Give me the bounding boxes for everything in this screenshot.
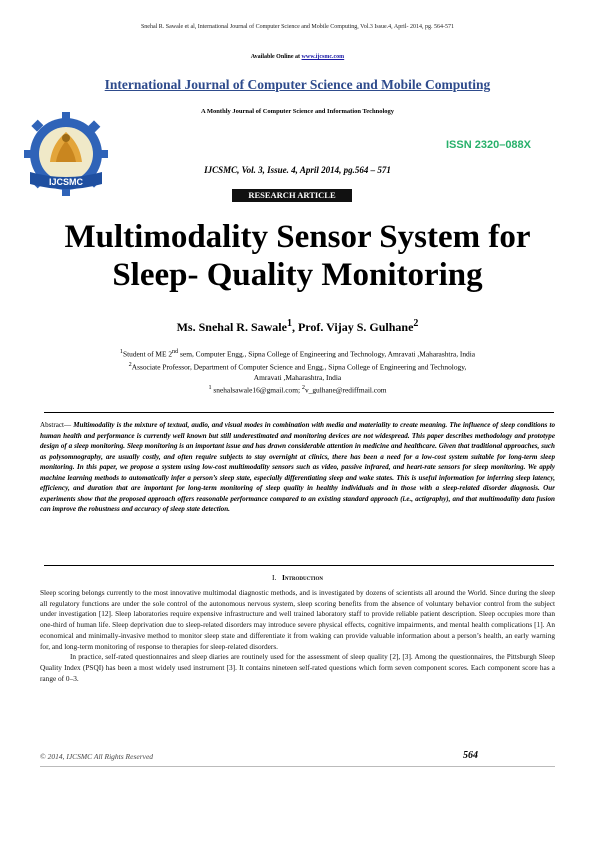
affiliation-1 <box>40 347 555 359</box>
author-separator: , <box>291 320 298 334</box>
abstract-lead: Abstract— <box>40 421 72 429</box>
paper-title <box>0 218 595 294</box>
abstract-text: Multimodality is the mixture of textual, audio, and visual modes in combination with media and materiality to create meaning. The influence of sleep conditions to human health and performance is currently well known but still underestimated and monitoring devices are not widespread. This paper describes methodology and prototype design of a sleep monitoring. Sleep monitoring is an important issue and has drawn considerable attention in medicine and healthcare. Given that traditional approaches, such as polysomnography, are usually costly, and often require subjects to stay overnight at clinics, there has been a need for a low-cost system suitable for long-term sleep monitoring. In this paper, we propose a system using low-cost multimodality sensors such as video, passive infrared, and heart-rate sensors for sleep monitoring. We apply machine learning methods to automatically infer a person’s sleep state, especially differentiating sleep and wake states. This is useful information for inferring sleep latency, efficiency, and duration that are important for long-term monitoring of sleep quality in healthy individuals and in those with a sleep-related disorder diagnosis. Our experiments show that the proposed approach offers reasonable performance compared to an existing standard approach (i.e., actigraphy), and that multimodality data fusion can improve the robustness and accuracy of sleep state detection. <box>40 421 555 513</box>
aff1-text-b: sem, Computer Engg., Sipna College of Engineering and Technology, Amravati ,Maharashtra, India <box>178 349 476 359</box>
title-line-2: Sleep- Quality Monitoring <box>112 257 483 293</box>
issn-number: ISSN 2320–088X <box>446 139 532 151</box>
paragraph-2: In practice, self-rated questionnaires and sleep diaries are routinely used for the assessment of sleep quality [2], [3]. Among the questionnaires, the Pittsburgh Sleep Quality Index (PSQI) has been a most widely used instrument [3]. It contains nineteen self-rated questions which form seven component scores. Each component score has a range of 0–3. <box>40 652 555 683</box>
author-emails <box>40 383 555 395</box>
running-head: Snehal R. Sawale et al, International Journal of Computer Science and Mobile Computing, Vol.3 Issue.4, April- 2014, pg. 564-571 <box>140 24 455 30</box>
abstract <box>40 420 555 515</box>
paragraph-1: Sleep scoring belongs currently to the most innovative multimodal diagnostic methods, and is investigated by dozens of scientists all around the World. Since during the sleep all regulatory functions are under the sole control of the autonomous nervous system, sleep scoring benefits from the absence of voluntary behavior control from the subject under investigation [12]. Sleep laboratories require expensive infrastructure and well trained laboratory staff to provide reliable patient description. Sleep occupies more than one-third of human life. Sleep deprivation due to sleep-related disorders may introduce severe physical effects, cognitive impairments, and mental health complications [1]. An economical and minimally-invasive method to monitor sleep state and differentiate it from waking can provide valuable information about a person’s health, an early warning for, and long-term monitoring of response to therapies for sleep-related disorders. <box>40 588 555 651</box>
aff1-sup: 1 <box>119 349 123 355</box>
citation-line: IJCSMC, Vol. 3, Issue. 4, April 2014, pg.564 – 571 <box>204 165 391 175</box>
author-1: Ms. Snehal R. Sawale <box>176 320 287 334</box>
research-article-badge: RESEARCH ARTICLE <box>232 189 352 202</box>
footer-copyright: © 2014, IJCSMC All Rights Reserved <box>40 752 154 761</box>
journal-subtitle: A Monthly Journal of Computer Science and Information Technology <box>200 108 395 115</box>
journal-seal-logo <box>24 110 108 200</box>
page-number: 564 <box>463 750 478 761</box>
affiliation-2 <box>40 360 555 383</box>
email-1[interactable]: snehalsawale16@gmail.com; <box>211 385 302 395</box>
section-number: I. <box>272 573 277 582</box>
author-1-sup: 1 <box>286 318 292 329</box>
available-online <box>0 54 595 60</box>
aff2-line-1: Associate Professor, Department of Computer Science and Engg., Sipna College of Engineering and Technology, <box>131 362 467 372</box>
aff1-nd: nd <box>172 349 179 355</box>
logo-text: IJCSMC <box>48 177 84 187</box>
journal-title[interactable]: International Journal of Computer Science and Mobile Computing <box>104 77 491 92</box>
aff2-line-2: Amravati ,Maharashtra, India <box>253 373 342 383</box>
section-title: Introduction <box>282 573 323 582</box>
section-heading <box>0 573 595 582</box>
footer-divider <box>40 766 555 767</box>
author-list <box>0 318 595 335</box>
introduction-body <box>40 588 555 684</box>
divider-bottom <box>44 565 554 566</box>
divider-top <box>44 412 554 413</box>
aff1-text-a: Student of ME 2 <box>122 349 173 359</box>
available-label: Available Online at <box>250 54 301 60</box>
title-line-1: Multimodality Sensor System for <box>64 219 531 255</box>
aff2-sup: 2 <box>128 362 132 368</box>
journal-website-link[interactable]: www.ijcsmc.com <box>301 54 345 60</box>
author-2-sup: 2 <box>413 318 419 329</box>
email-2[interactable]: v_gulhane@rediffmail.com <box>304 385 387 395</box>
author-2: Prof. Vijay S. Gulhane <box>297 320 414 334</box>
email2-sup: 2 <box>301 385 305 391</box>
email1-sup: 1 <box>208 385 212 391</box>
